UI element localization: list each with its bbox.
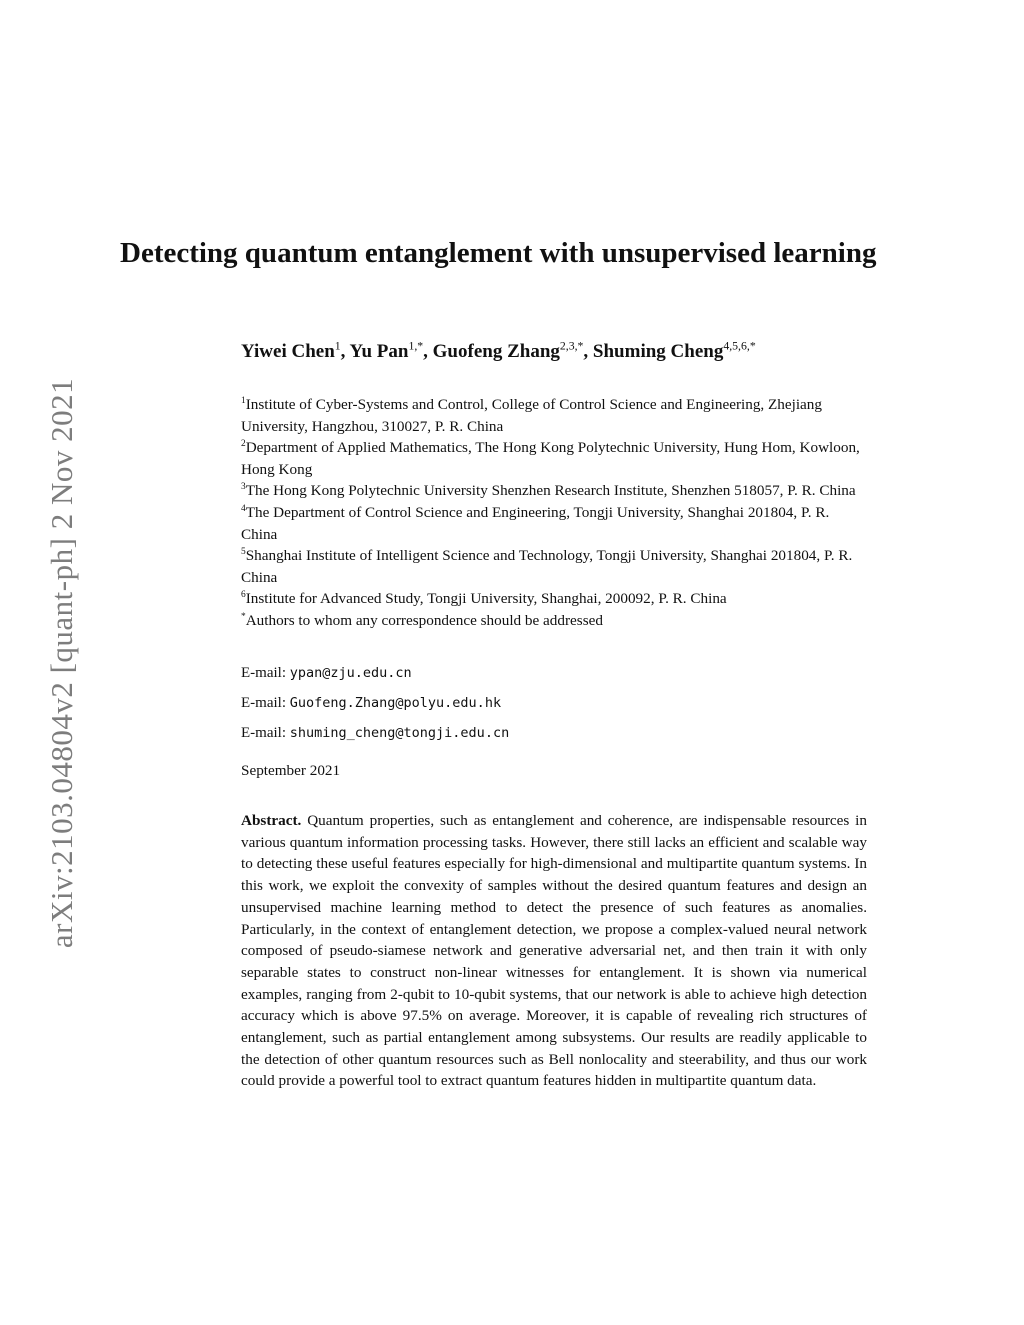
affiliation-item bbox=[241, 480, 867, 502]
author-affiliation-marker: 1 bbox=[334, 339, 341, 353]
abstract-label: Abstract. bbox=[241, 812, 302, 829]
affiliation-marker: 5 bbox=[241, 547, 246, 558]
author-affiliation-marker: 4,5,6,* bbox=[723, 339, 756, 353]
affiliation-item bbox=[241, 545, 867, 588]
author-affiliation-marker: 2,3,* bbox=[559, 339, 584, 353]
affiliation-item bbox=[241, 502, 867, 545]
affiliation-text: Institute of Cyber-Systems and Control, College of Control Science and Engineering, Zhejiang University, Hangzhou, 310027, P. R. China bbox=[241, 396, 822, 435]
affiliation-marker: * bbox=[241, 611, 246, 622]
email-address-link[interactable]: ypan@zju.edu.cn bbox=[289, 665, 412, 681]
affiliation-text: Institute for Advanced Study, Tongji University, Shanghai, 200092, P. R. China bbox=[245, 590, 727, 608]
affiliation-text: Shanghai Institute of Intelligent Science and Technology, Tongji University, Shanghai 201804, P. R. China bbox=[241, 547, 853, 586]
affiliation-marker: 2 bbox=[241, 439, 246, 450]
arxiv-identifier-stamp: arXiv:2103.04804v2 [quant-ph] 2 Nov 2021 bbox=[44, 377, 79, 949]
email-label: E-mail: bbox=[241, 725, 286, 741]
email-line bbox=[241, 665, 412, 682]
affiliation-text: Authors to whom any correspondence should be addressed bbox=[245, 611, 603, 629]
publication-date: September 2021 bbox=[241, 762, 341, 779]
affiliation-item bbox=[241, 588, 867, 610]
affiliation-item bbox=[241, 437, 867, 480]
affiliation-text: The Hong Kong Polytechnic University Shenzhen Research Institute, Shenzhen 518057, P. R. China bbox=[245, 482, 856, 500]
email-address-link[interactable]: shuming_cheng@tongji.edu.cn bbox=[289, 725, 510, 741]
affiliation-marker: 4 bbox=[241, 503, 246, 514]
affiliation-text: Department of Applied Mathematics, The Hong Kong Polytechnic University, Hung Hom, Kowloon, Hong Kong bbox=[241, 439, 860, 478]
email-line bbox=[241, 725, 509, 742]
affiliation-item bbox=[241, 610, 867, 632]
affiliation-marker: 6 bbox=[241, 590, 246, 601]
affiliation-marker: 1 bbox=[241, 395, 246, 406]
email-label: E-mail: bbox=[241, 665, 286, 681]
affiliation-marker: 3 bbox=[241, 482, 246, 493]
affiliation-item bbox=[241, 394, 867, 437]
author-name: Yiwei Chen bbox=[241, 341, 335, 362]
author-list: Yiwei Chen$^1$, Yu Pan$^{1,*}$, Guofeng Zhang$^{2,3,*}$, Shuming Cheng$^{4,5,6,*}$ bbox=[241, 339, 756, 362]
email-label: E-mail: bbox=[241, 695, 286, 711]
email-address-link[interactable]: Guofeng.Zhang@polyu.edu.hk bbox=[289, 695, 502, 711]
author-affiliation-marker: 1,* bbox=[408, 339, 424, 353]
author-name: Shuming Cheng bbox=[592, 341, 724, 362]
affiliation-text: The Department of Control Science and Engineering, Tongji University, Shanghai 201804, P. R. China bbox=[241, 503, 830, 543]
email-line bbox=[241, 695, 501, 712]
author-name: Yu Pan bbox=[349, 341, 409, 362]
abstract bbox=[241, 810, 867, 1092]
author-name: Guofeng Zhang bbox=[432, 341, 560, 362]
abstract-text: Quantum properties, such as entanglement and coherence, are indispensable resources in various quantum information processing tasks. However, there still lacks an efficient and scalable way to detecting these useful features especially for high-dimensional and multipartite quantum systems. In this work, we exploit the convexity of samples without the desired quantum features and design an unsupervised machine learning method to detect the presence of such features as anomalies. Particularly, in the context of entanglement detection, we propose a complex-valued neural network composed of pseudo-siamese network and generative adversarial net, and then train it with only separable states to construct non-linear witnesses for entanglement. It is shown via numerical examples, ranging from 2-qubit to 10-qubit systems, that our network is able to achieve high detection accuracy which is above 97.5% on average. Moreover, it is capable of revealing rich structures of entanglement, such as partial entanglement among subsystems. Our results are readily applicable to the detection of other quantum resources such as Bell nonlocality and steerability, and thus our work could provide a powerful tool to extract quantum features hidden in multipartite quantum data. bbox=[241, 812, 867, 1090]
affiliation-list bbox=[241, 394, 867, 632]
paper-title: Detecting quantum entanglement with unsupervised learning bbox=[120, 237, 877, 269]
